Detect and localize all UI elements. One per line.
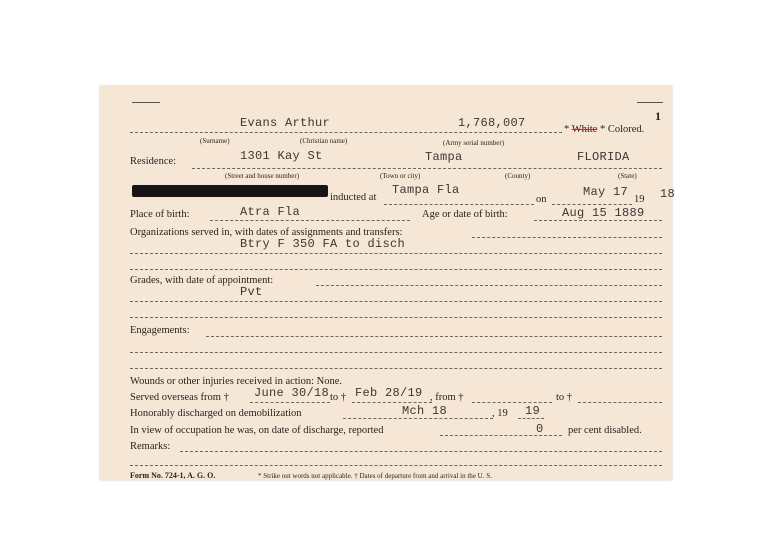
orgs-label: Organizations served in, with dates of assignments and transfers: <box>130 227 403 238</box>
overseas-from-line <box>250 402 330 403</box>
wounds-label: Wounds or other injuries received in action: None. <box>130 376 343 387</box>
inducted-year: 18 <box>660 187 676 201</box>
caption-street: (Street and house number) <box>225 172 300 180</box>
orgs-line-2 <box>130 253 662 254</box>
second-to-line <box>578 402 662 403</box>
inducted-label: inducted at <box>330 192 377 203</box>
engagements-line-2 <box>130 352 662 353</box>
residence-line <box>192 168 662 169</box>
orgs-line-3 <box>130 269 662 270</box>
grades-line-2 <box>130 301 662 302</box>
engagements-line-1 <box>206 336 662 337</box>
birth-date: Aug 15 1889 <box>562 206 645 220</box>
name-line <box>130 132 562 133</box>
form-number: Form No. 724-1, A. G. O. <box>130 471 216 480</box>
remarks-line-1 <box>180 451 662 452</box>
discharge-year-prefix: , 19 <box>492 408 508 419</box>
grades-line-3 <box>130 317 662 318</box>
engagements-line-3 <box>130 368 662 369</box>
caption-surname: (Surname) <box>200 137 230 145</box>
disability-line <box>440 435 562 436</box>
overseas-to-label: to † <box>330 392 347 403</box>
inducted-place: Tampa Fla <box>392 183 460 197</box>
overseas-to-line <box>352 402 432 403</box>
discharge-date: Mch 18 <box>402 404 448 418</box>
caption-serial: (Army serial number) <box>443 139 505 147</box>
caption-town: (Town or city) <box>380 172 421 180</box>
top-left-rule <box>132 102 160 103</box>
race-selected: * Colored. <box>599 124 645 135</box>
overseas-label: Served overseas from † <box>130 392 229 403</box>
grades-label: Grades, with date of appointment: <box>130 275 274 286</box>
discharge-label: Honorably discharged on demobilization <box>130 408 302 419</box>
birthplace-line <box>210 220 410 221</box>
on-label: on <box>536 194 547 205</box>
birthplace-value: Atra Fla <box>240 205 301 219</box>
footnote: * Strike out words not applicable. † Dates of departure from and arrival in the U. S. <box>258 472 492 480</box>
top-right-rule <box>637 102 663 103</box>
residence-label: Residence: <box>130 156 177 167</box>
grades-line-1 <box>316 285 662 286</box>
race-prefix: * <box>564 124 570 135</box>
orgs-value: Btry F 350 FA to disch <box>240 237 406 251</box>
street-value: 1301 Kay St <box>240 149 323 163</box>
birth-date-line <box>534 220 662 221</box>
second-from-label: , from † <box>430 392 464 403</box>
caption-county: (County) <box>505 172 531 180</box>
caption-state: (State) <box>618 172 637 180</box>
discharge-line <box>343 418 493 419</box>
overseas-from: June 30/18 <box>254 386 330 400</box>
discharge-year-line <box>518 418 544 419</box>
second-from-line <box>472 402 552 403</box>
inducted-year-prefix: 19 <box>634 194 645 205</box>
inducted-date-line <box>552 204 632 205</box>
remarks-label: Remarks: <box>130 441 171 452</box>
inducted-date: May 17 <box>583 185 629 199</box>
race-field <box>564 124 644 135</box>
town-value: Tampa <box>425 150 463 164</box>
serial-value: 1,768,007 <box>458 116 526 130</box>
grades-value: Pvt <box>240 285 263 299</box>
overseas-to: Feb 28/19 <box>355 386 423 400</box>
disability-value: 0 <box>536 422 544 436</box>
second-to-label: to † <box>556 392 573 403</box>
discharge-year: 19 <box>525 404 541 418</box>
card-number: 1 <box>655 109 661 123</box>
state-value: FLORIDA <box>577 150 630 164</box>
inducted-line <box>384 204 534 205</box>
race-struck: White <box>571 124 598 135</box>
birthplace-label: Place of birth: <box>130 209 190 220</box>
age-label: Age or date of birth: <box>422 209 508 220</box>
redaction-bar <box>132 185 328 197</box>
name-value: Evans Arthur <box>240 116 331 130</box>
remarks-line-2 <box>130 465 662 466</box>
disability-label: In view of occupation he was, on date of discharge, reported <box>130 425 384 436</box>
service-record-card <box>100 86 676 480</box>
orgs-line-1 <box>472 237 662 238</box>
caption-christian: (Christian name) <box>300 137 348 145</box>
engagements-label: Engagements: <box>130 325 190 336</box>
disability-suffix: per cent disabled. <box>568 425 642 436</box>
